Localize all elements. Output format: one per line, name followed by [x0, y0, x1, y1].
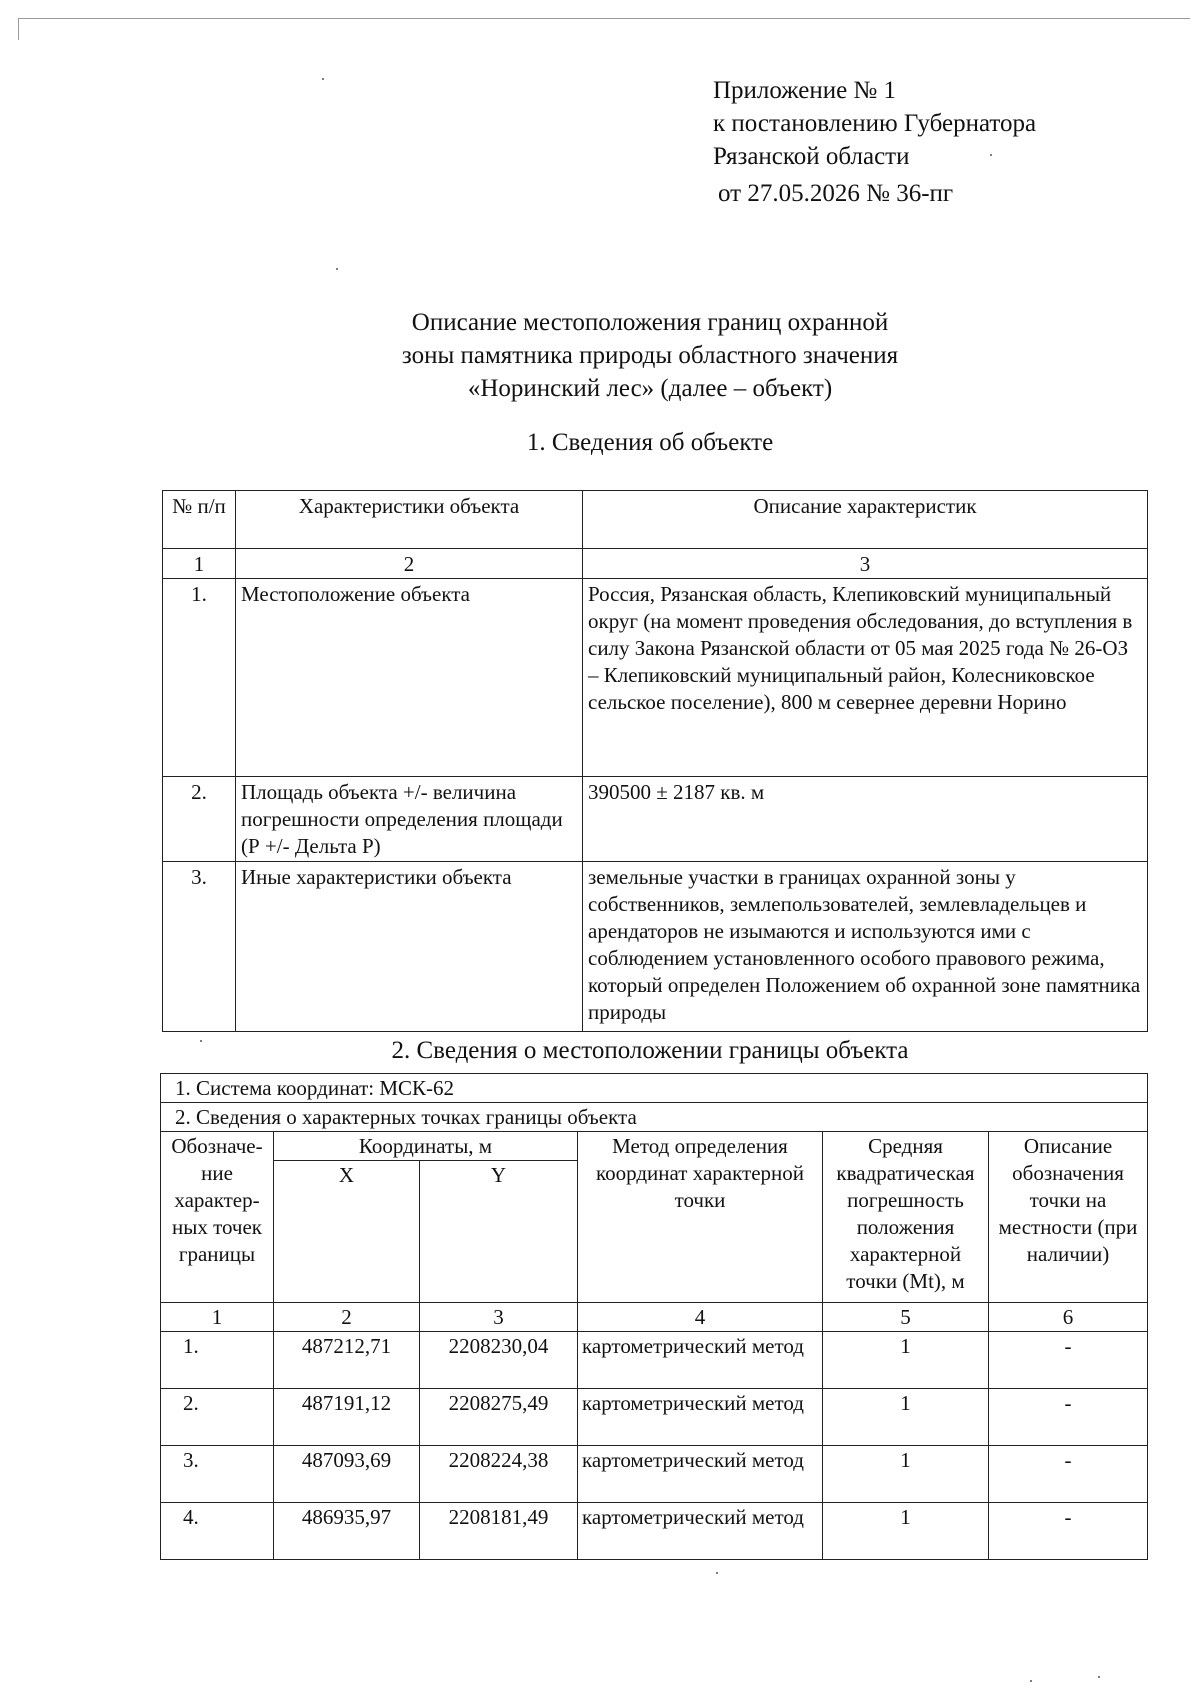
header-cell-x: X — [274, 1161, 420, 1303]
row-description: земельные участки в границах охранной зоны у собственников, землепользователей, землевладельцев и арендаторов не изымаются и используются ими с соблюдением установленного особого правового режима, который определен Положением об охранной зоне памятника природы — [583, 862, 1148, 1032]
section-heading: 2. Сведения о местоположении границы объекта — [391, 1037, 909, 1064]
column-number-row — [161, 1303, 1148, 1332]
boundary-points-table — [160, 1073, 1148, 1560]
point-location: - — [989, 1503, 1148, 1560]
point-error: 1 — [823, 1332, 989, 1389]
point-location: - — [989, 1332, 1148, 1389]
scan-speck — [336, 268, 338, 270]
scan-border-corner — [18, 18, 19, 40]
header-cell-y: Y — [420, 1161, 578, 1303]
point-method: картометрический метод — [578, 1332, 823, 1389]
table-row — [161, 1446, 1148, 1503]
point-number: 3. — [161, 1446, 274, 1503]
point-method: картометрический метод — [578, 1446, 823, 1503]
point-error: 1 — [823, 1446, 989, 1503]
section-heading: 1. Сведения об объекте — [526, 429, 774, 456]
point-x: 487212,71 — [274, 1332, 420, 1389]
table-row — [161, 1332, 1148, 1389]
point-x: 487191,12 — [274, 1389, 420, 1446]
points-title-row — [161, 1103, 1148, 1132]
appendix-line: Рязанской области — [713, 143, 910, 170]
column-number: 2 — [274, 1303, 420, 1332]
appendix-line: Приложение № 1 — [713, 77, 897, 104]
title-line: зоны памятника природы областного значения — [401, 342, 899, 369]
column-number: 1 — [161, 1303, 274, 1332]
title-line: Описание местоположения границ охранной — [411, 309, 889, 336]
row-number: 1. — [163, 579, 236, 777]
point-number: 2. — [161, 1389, 274, 1446]
appendix-date: от 27.05.2026 № 36-пг — [718, 180, 954, 207]
scan-speck — [716, 1572, 718, 1574]
table-row — [161, 1503, 1148, 1560]
row-characteristic: Иные характеристики объекта — [236, 862, 583, 1032]
column-number-row — [163, 549, 1148, 579]
column-number: 4 — [578, 1303, 823, 1332]
title-line: «Норинский лес» (далее – объект) — [467, 375, 833, 402]
header-cell: Описание обозначения точки на местности (при наличии) — [989, 1132, 1148, 1303]
table-row — [163, 579, 1148, 777]
point-number: 1. — [161, 1332, 274, 1389]
table-row — [163, 862, 1148, 1032]
coord-system: 1. Система координат: МСК-62 — [161, 1074, 1148, 1103]
header-cell: Средняя квадратическая погрешность положения характерной точки (Mt), м — [823, 1132, 989, 1303]
point-error: 1 — [823, 1389, 989, 1446]
appendix-block — [713, 74, 1036, 210]
row-number: 3. — [163, 862, 236, 1032]
coord-system-row — [161, 1074, 1148, 1103]
header-cell: Метод определения координат характерной точки — [578, 1132, 823, 1303]
column-number: 2 — [236, 549, 583, 579]
header-cell: № п/п — [163, 491, 236, 549]
point-y: 2208224,38 — [420, 1446, 578, 1503]
column-number: 3 — [420, 1303, 578, 1332]
row-characteristic: Площадь объекта +/- величина погрешности определения площади (Р +/- Дельта Р) — [236, 777, 583, 862]
point-number: 4. — [161, 1503, 274, 1560]
header-cell: Обозначе-ние характер-ных точек границы — [161, 1132, 274, 1303]
point-location: - — [989, 1446, 1148, 1503]
point-x: 487093,69 — [274, 1446, 420, 1503]
header-cell: Характеристики объекта — [236, 491, 583, 549]
column-number: 3 — [583, 549, 1148, 579]
appendix-line: к постановлению Губернатора — [713, 110, 1037, 137]
document-title — [160, 306, 1140, 405]
column-number: 6 — [989, 1303, 1148, 1332]
header-cell: Описание характеристик — [583, 491, 1148, 549]
object-info-table — [162, 490, 1148, 1032]
point-x: 486935,97 — [274, 1503, 420, 1560]
point-y: 2208181,49 — [420, 1503, 578, 1560]
table-row — [163, 777, 1148, 862]
scan-speck — [322, 78, 324, 80]
point-method: картометрический метод — [578, 1503, 823, 1560]
point-error: 1 — [823, 1503, 989, 1560]
row-description: Россия, Рязанская область, Клепиковский муниципальный округ (на момент проведения обследования, до вступления в силу Закона Рязанской области от 05 мая 2025 года № 26-ОЗ – Клепиковский муниципальный район, Колесниковское сельское поселение), 800 м севернее деревни Норино — [583, 579, 1148, 777]
point-y: 2208230,04 — [420, 1332, 578, 1389]
points-title: 2. Сведения о характерных точках границы объекта — [161, 1103, 1148, 1132]
scan-speck — [1098, 1676, 1100, 1678]
table-header-row — [163, 491, 1148, 549]
row-description: 390500 ± 2187 кв. м — [583, 777, 1148, 862]
row-number: 2. — [163, 777, 236, 862]
table-row — [161, 1389, 1148, 1446]
scan-border-line — [18, 18, 1190, 19]
column-number: 1 — [163, 549, 236, 579]
column-number: 5 — [823, 1303, 989, 1332]
header-cell: Координаты, м — [274, 1132, 578, 1161]
point-y: 2208275,49 — [420, 1389, 578, 1446]
row-characteristic: Местоположение объекта — [236, 579, 583, 777]
point-location: - — [989, 1389, 1148, 1446]
table-header-row — [161, 1132, 1148, 1161]
point-method: картометрический метод — [578, 1389, 823, 1446]
scan-speck — [1030, 1680, 1032, 1682]
